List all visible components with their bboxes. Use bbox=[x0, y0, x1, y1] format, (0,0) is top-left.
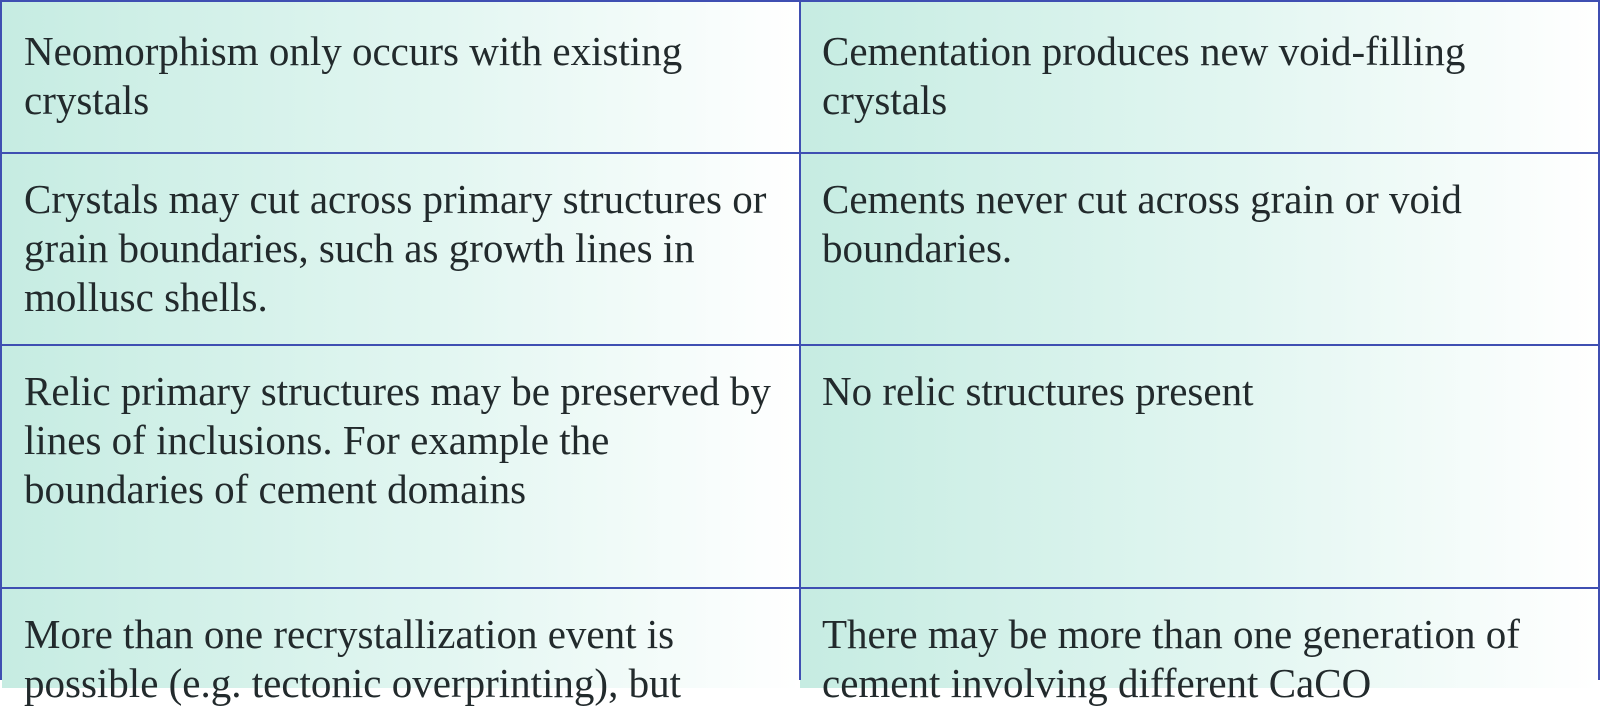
table-column-divider bbox=[799, 0, 801, 680]
table-cell-cementation: There may be more than one generation of cement involving different CaCO bbox=[800, 588, 1599, 688]
table-cell-neomorphism: Relic primary structures may be preserved by lines of inclusions. For example the boundaries of cement domains bbox=[2, 345, 800, 588]
table-cell-cementation: No relic structures present bbox=[800, 345, 1599, 588]
table-cell-cementation: Cementation produces new void-filling crystals bbox=[800, 0, 1599, 153]
table-cell-neomorphism: More than one recrystallization event is possible (e.g. tectonic overprinting), but bbox=[2, 588, 800, 688]
table-cell-neomorphism: Crystals may cut across primary structures or grain boundaries, such as growth lines in mollusc shells. bbox=[2, 153, 800, 345]
table-column-divider bbox=[0, 0, 2, 680]
table-cell-cementation: Cements never cut across grain or void boundaries. bbox=[800, 153, 1599, 345]
table-cell-neomorphism: Neomorphism only occurs with existing crystals bbox=[2, 0, 800, 153]
